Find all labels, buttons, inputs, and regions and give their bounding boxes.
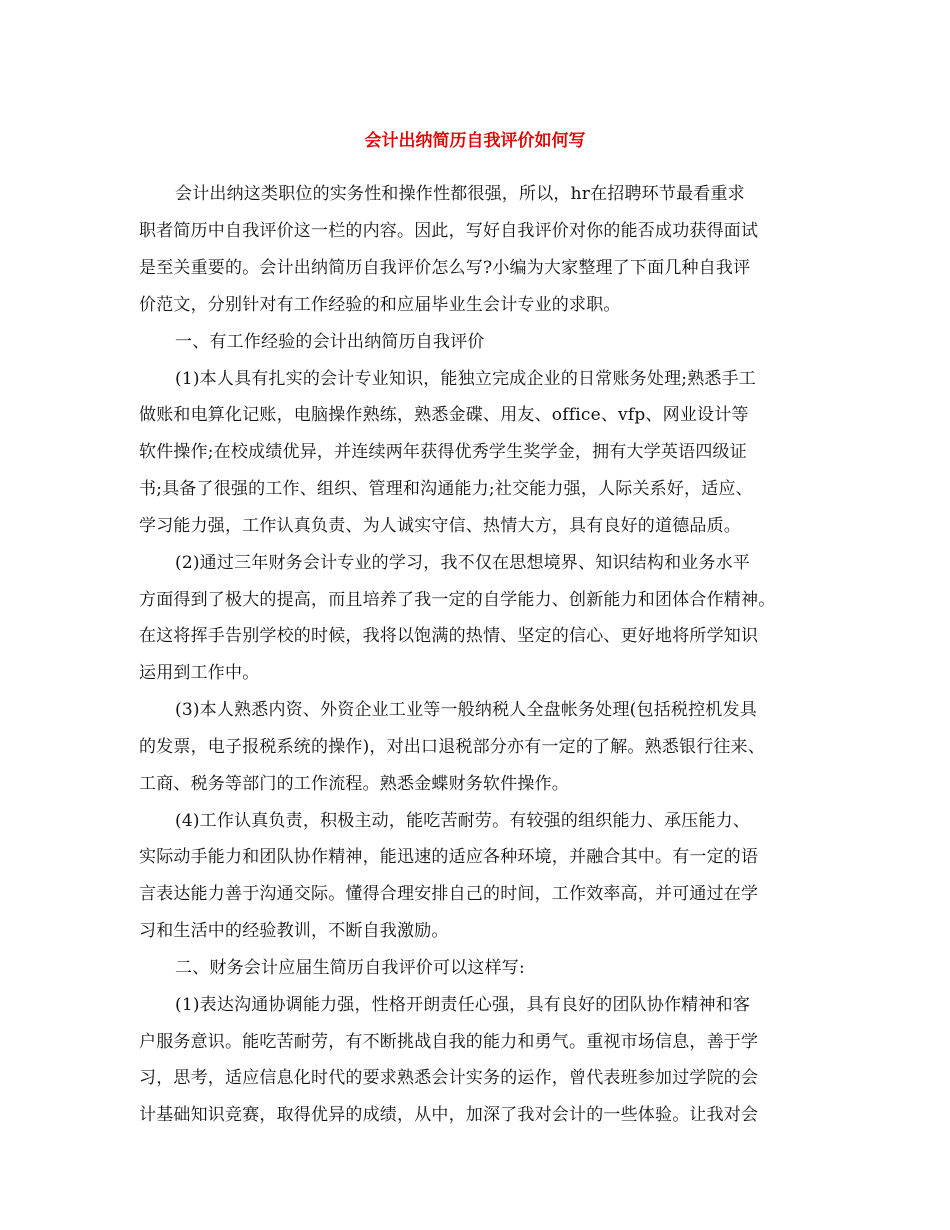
text-line: 实际动手能力和团队协作精神，能迅速的适应各种环境，并融合其中。有一定的语	[139, 847, 759, 867]
text-line: 是至关重要的。会计出纳简历自我评价怎么写?小编为大家整理了下面几种自我评	[139, 258, 751, 278]
text-line: (1)表达沟通协调能力强，性格开朗责任心强，具有良好的团队协作精神和客	[175, 995, 751, 1015]
text-line: 言表达能力善于沟通交际。懂得合理安排自己的时间，工作效率高，并可通过在学	[139, 884, 759, 904]
text-line: (2)通过三年财务会计专业的学习，我不仅在思想境界、知识结构和业务水平	[175, 553, 751, 573]
text-line: 做账和电算化记账，电脑操作熟练，熟悉金碟、用友、office、vfp、网业设计等	[139, 405, 749, 425]
text-line: (3)本人熟悉内资、外资企业工业等一般纳税人全盘帐务处理(包括税控机发具	[175, 700, 757, 720]
text-line: (4)工作认真负责，积极主动，能吃苦耐劳。有较强的组织能力、承压能力、	[175, 811, 751, 831]
text-line: 书;具备了很强的工作、组织、管理和沟通能力;社交能力强，人际关系好，适应、	[139, 479, 753, 499]
text-line: 习和生活中的经验教训，不断自我激励。	[139, 921, 449, 941]
text-line: 工商、税务等部门的工作流程。熟悉金蝶财务软件操作。	[139, 774, 569, 794]
text-line: 价范文，分别针对有工作经验的和应届毕业生会计专业的求职。	[139, 295, 621, 315]
text-line: 运用到工作中。	[139, 663, 260, 683]
text-line: 职者简历中自我评价这一栏的内容。因此，写好自我评价对你的能否成功获得面试	[139, 221, 759, 241]
text-line: 会计出纳这类职位的实务性和操作性都很强，所以，hr在招聘环节最看重求	[175, 184, 745, 204]
text-line: 的发票，电子报税系统的操作)，对出口退税部分亦有一定的了解。熟悉银行往来、	[139, 737, 766, 757]
text-line: 学习能力强，工作认真负责、为人诚实守信、热情大方，具有良好的道德品质。	[139, 516, 741, 536]
document-title: 会计出纳简历自我评价如何写	[364, 131, 586, 151]
text-line: 在这将挥手告别学校的时候，我将以饱满的热情、坚定的信心、更好地将所学知识	[139, 626, 759, 646]
section-heading: 一、有工作经验的会计出纳简历自我评价	[175, 332, 485, 352]
text-line: 方面得到了极大的提高，而且培养了我一定的自学能力、创新能力和团体合作精神。	[139, 590, 776, 610]
text-line: 计基础知识竞赛，取得优异的成绩，从中，加深了我对会计的一些体验。让我对会	[139, 1105, 759, 1125]
text-line: 户服务意识。能吃苦耐劳，有不断挑战自我的能力和勇气。重视市场信息，善于学	[139, 1032, 759, 1052]
text-line: 软件操作;在校成绩优异，并连续两年获得优秀学生奖学金，拥有大学英语四级证	[139, 442, 747, 462]
text-line: (1)本人具有扎实的会计专业知识，能独立完成企业的日常账务处理;熟悉手工	[175, 369, 757, 389]
text-line: 习，思考，适应信息化时代的要求熟悉会计实务的运作，曾代表班参加过学院的会	[139, 1068, 759, 1088]
section-heading: 二、财务会计应届生简历自我评价可以这样写:	[175, 958, 525, 978]
